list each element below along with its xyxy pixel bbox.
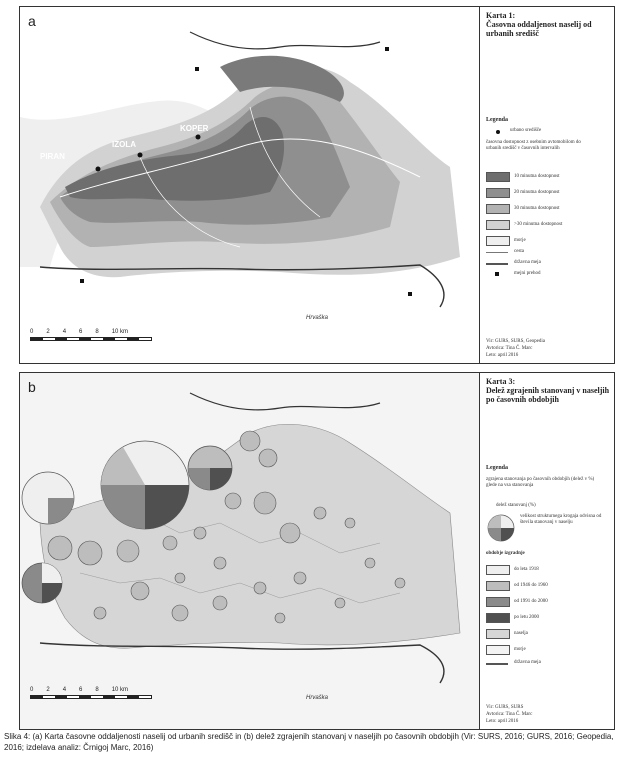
- legend-swatch: [486, 565, 510, 575]
- scale-tick: 4: [62, 687, 67, 693]
- pie-medium: [188, 446, 232, 490]
- map-b-canvas: [20, 373, 480, 729]
- urban-center-piran: [96, 167, 101, 172]
- pie-medium: [22, 472, 74, 524]
- legend-label: 30 minutna dostopnost: [514, 206, 560, 211]
- border-crossing: [80, 279, 84, 283]
- border-crossing: [195, 67, 199, 71]
- legend-crossing-label: mejni prehod: [514, 271, 541, 276]
- urban-center-symbol: [496, 130, 500, 134]
- scale-tick: 6: [79, 329, 83, 335]
- legend-swatch: [486, 188, 510, 198]
- source-a: Vir: GURS, SURS, Geopedia Avtorica: Tina Č. Marc Leto: april 2016: [486, 339, 546, 358]
- scale-tick: 2: [46, 687, 50, 693]
- scale-tick: 8: [95, 687, 99, 693]
- legend-swatch: [486, 629, 510, 639]
- border-symbol: [486, 263, 508, 265]
- scale-bar: [30, 329, 152, 341]
- scale-tick: 10 km: [111, 687, 129, 693]
- map-title-a: Karta 1: Časovna oddaljenost naselij od urbanih središč: [486, 11, 592, 38]
- legend-swatch: [486, 581, 510, 591]
- country-label: Hrvaška: [306, 695, 329, 701]
- legend-swatch: [486, 613, 510, 623]
- legend-swatch: [486, 597, 510, 607]
- legend-swatch: [486, 172, 510, 182]
- legend-heading-a: Legenda: [486, 117, 509, 123]
- legend-pie-heading: delež stanovanj (%): [496, 503, 536, 508]
- legend-border-label: državna meja: [514, 660, 541, 665]
- legend-swatch: [486, 204, 510, 214]
- scale-tick: 0: [30, 329, 34, 335]
- legend-b: [479, 373, 614, 729]
- map-panel-a: [19, 6, 615, 364]
- border-crossing: [408, 292, 412, 296]
- scale-tick: 4: [62, 329, 67, 335]
- legend-intro-b: zgrajena stanovanja po časovnih obdobjih (delež v %) glede na vsa stanovanja: [486, 477, 595, 488]
- legend-label: 20 minutna dostopnost: [514, 190, 560, 195]
- panel-letter-a: a: [28, 13, 36, 29]
- source-b: Vir: GURS, SURS Avtorica: Tina Č. Marc Leto: april 2016: [486, 705, 533, 724]
- legend-label: od 1946 do 1960: [514, 583, 548, 588]
- map-title-b: Karta 3: Delež zgrajenih stanovanj v naseljih po časovnih obdobjih: [486, 377, 610, 404]
- legend-swatch: [486, 220, 510, 230]
- legend-time-intro: časovna dostopnost z osebnim avtomobilom do urbanih središč v časovnih intervalih: [486, 140, 581, 151]
- urban-center-izola: [138, 153, 143, 158]
- legend-swatch: [486, 645, 510, 655]
- city-label-piran: PIRAN: [40, 152, 65, 161]
- figure-caption: Slika 4: (a) Karta časovne oddaljenosti naselij od urbanih središč in (b) delež zgrajenih stanovanj v naseljih po časovnih obdobjih (Vir: SURS, 2016; GURS, 2016; Geopedia, 2016; izdelava analiz: Črnigoj Marc, 2016): [4, 732, 614, 752]
- scale-tick: 2: [46, 329, 50, 335]
- scale-tick: 10 km: [111, 329, 129, 335]
- crossing-symbol: [495, 272, 499, 276]
- scale-bar: [30, 687, 152, 699]
- scale-tick: 0: [30, 687, 34, 693]
- country-label: Hrvaška: [306, 315, 329, 321]
- legend-label: naselja: [514, 631, 528, 636]
- road-symbol: [486, 252, 508, 253]
- legend-label: do leta 1918: [514, 567, 539, 572]
- legend-label: 10 minutna dostopnost: [514, 174, 560, 179]
- border-symbol: [486, 663, 508, 665]
- pie-medium: [22, 563, 62, 603]
- map-a-canvas: [20, 7, 480, 363]
- legend-border-label: državna meja: [514, 260, 541, 265]
- legend-pie-note: velikost strukturnega krogaja odvisna od števila stanovanj v naselju: [520, 514, 602, 525]
- legend-heading-b: Legenda: [486, 465, 509, 471]
- panel-letter-b: b: [28, 379, 36, 395]
- urban-center-koper: [196, 135, 201, 140]
- scale-tick: 8: [95, 329, 99, 335]
- legend-a: [479, 7, 614, 363]
- scale-tick: 6: [79, 687, 83, 693]
- legend-road-label: cesta: [514, 249, 524, 254]
- map-panel-b: [19, 372, 615, 730]
- legend-pie-symbol: [486, 513, 516, 543]
- legend-label: po letu 2000: [514, 615, 539, 620]
- legend-label: morje: [514, 647, 526, 652]
- legend-label: morje: [514, 238, 526, 243]
- legend-swatch: [486, 236, 510, 246]
- border-crossing: [385, 47, 389, 51]
- legend-label: od 1991 do 2000: [514, 599, 548, 604]
- legend-periods-heading: obdobje izgradnje: [486, 551, 525, 556]
- legend-urban-label: urbano središče: [510, 128, 542, 133]
- pie-large: [101, 441, 189, 529]
- legend-label: >30 minutna dostopnost: [514, 222, 563, 227]
- city-label-izola: IZOLA: [112, 140, 136, 149]
- city-label-koper: KOPER: [180, 124, 209, 133]
